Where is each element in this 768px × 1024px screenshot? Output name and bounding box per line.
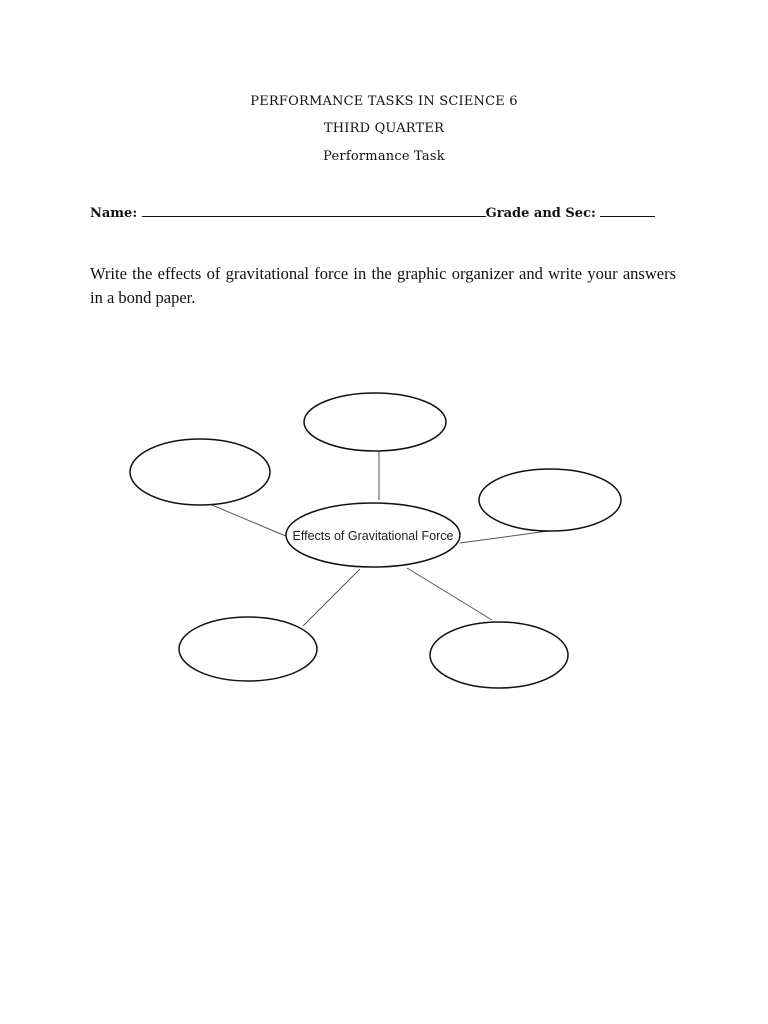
task-heading: Performance Task xyxy=(323,149,445,164)
answer-oval-upper-left[interactable] xyxy=(130,439,270,505)
grade-label: Grade and Sec: xyxy=(485,206,601,221)
quarter-heading: THIRD QUARTER xyxy=(323,121,445,136)
name-label: Name: xyxy=(90,206,142,221)
connector-lower-right xyxy=(407,568,492,620)
document-title: PERFORMANCE TASKS IN SCIENCE 6 xyxy=(250,94,518,109)
answer-oval-lower-left[interactable] xyxy=(179,617,317,681)
answer-oval-lower-right[interactable] xyxy=(430,622,568,688)
center-oval-label: Effects of Gravitational Force xyxy=(292,529,454,543)
instructions-paragraph: Write the effects of gravitational force in the graphic organizer and write your answers in a bond paper. xyxy=(90,264,676,307)
answer-oval-top[interactable] xyxy=(304,393,446,451)
connector-lower-left xyxy=(303,569,360,626)
connector-upper-right xyxy=(460,531,548,543)
answer-oval-upper-right[interactable] xyxy=(479,469,621,531)
connector-upper-left xyxy=(212,505,288,537)
